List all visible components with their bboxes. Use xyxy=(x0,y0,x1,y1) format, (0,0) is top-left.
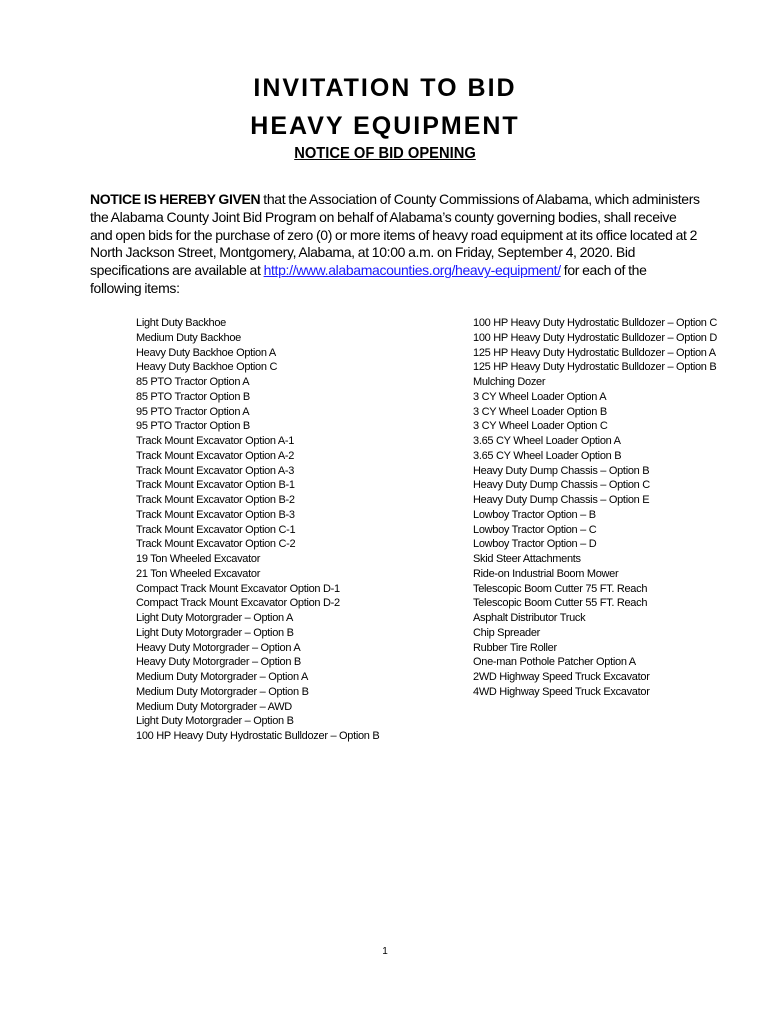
equipment-item: 21 Ton Wheeled Excavator xyxy=(136,567,261,580)
equipment-item: Track Mount Excavator Option A-2 xyxy=(136,449,295,462)
equipment-item: Ride-on Industrial Boom Mower xyxy=(473,567,619,580)
equipment-item: Heavy Duty Backhoe Option C xyxy=(136,361,278,374)
equipment-item: 95 PTO Tractor Option B xyxy=(136,420,250,433)
page-number: 1 xyxy=(382,946,388,957)
equipment-item: Lowboy Tractor Option – D xyxy=(473,538,597,551)
notice-body-end: for each of the following items: xyxy=(90,262,647,296)
notice-lead: NOTICE IS HEREBY GIVEN xyxy=(90,191,261,207)
equipment-item: Heavy Duty Dump Chassis – Option E xyxy=(473,494,650,506)
equipment-item: Track Mount Excavator Option C-2 xyxy=(136,538,296,551)
equipment-item: 3.65 CY Wheel Loader Option A xyxy=(473,435,621,447)
items-list-right xyxy=(473,316,717,700)
equipment-item: Track Mount Excavator Option A-3 xyxy=(136,464,295,477)
equipment-item: One-man Pothole Patcher Option A xyxy=(473,656,636,669)
equipment-item: 95 PTO Tractor Option A xyxy=(136,405,250,418)
equipment-item: 85 PTO Tractor Option A xyxy=(136,376,250,388)
equipment-item: Medium Duty Backhoe xyxy=(136,331,241,344)
equipment-item: Track Mount Excavator Option B-3 xyxy=(136,508,295,521)
equipment-item: Medium Duty Motorgrader – AWD xyxy=(136,700,292,713)
equipment-item: Heavy Duty Dump Chassis – Option C xyxy=(473,479,650,492)
equipment-item: 100 HP Heavy Duty Hydrostatic Bulldozer – Option D xyxy=(473,331,718,344)
equipment-item: Rubber Tire Roller xyxy=(473,641,557,654)
equipment-item: 100 HP Heavy Duty Hydrostatic Bulldozer – Option B xyxy=(136,730,380,742)
equipment-item: 2WD Highway Speed Truck Excavator xyxy=(473,671,650,683)
equipment-item: Lowboy Tractor Option – B xyxy=(473,508,596,521)
equipment-item: Telescopic Boom Cutter 75 FT. Reach xyxy=(473,582,648,595)
equipment-item: 85 PTO Tractor Option B xyxy=(136,390,250,403)
equipment-item: Light Duty Motorgrader – Option B xyxy=(136,715,294,728)
equipment-item: Heavy Duty Motorgrader – Option B xyxy=(136,656,301,669)
equipment-item: Heavy Duty Motorgrader – Option A xyxy=(136,641,301,654)
equipment-item: Mulching Dozer xyxy=(473,376,546,388)
equipment-item: Compact Track Mount Excavator Option D-2 xyxy=(136,597,340,610)
equipment-item: Asphalt Distributor Truck xyxy=(473,612,586,624)
document-subtitle: NOTICE OF BID OPENING xyxy=(294,145,476,162)
items-list-left xyxy=(136,316,379,744)
equipment-item: Heavy Duty Backhoe Option A xyxy=(136,346,276,359)
notice-paragraph xyxy=(90,191,700,298)
document-title-line2: HEAVY EQUIPMENT xyxy=(250,112,520,140)
equipment-item: 3 CY Wheel Loader Option B xyxy=(473,405,607,418)
specifications-link[interactable]: http://www.alabamacounties.org/heavy-equipment/ xyxy=(263,262,561,279)
equipment-item: 4WD Highway Speed Truck Excavator xyxy=(473,685,650,698)
equipment-item: Chip Spreader xyxy=(473,626,541,639)
equipment-item: 125 HP Heavy Duty Hydrostatic Bulldozer – Option B xyxy=(473,361,717,374)
equipment-item: Medium Duty Motorgrader – Option B xyxy=(136,685,309,698)
equipment-item: Lowboy Tractor Option – C xyxy=(473,523,597,536)
equipment-item: Light Duty Motorgrader – Option B xyxy=(136,626,294,639)
notice-body: that the Association of County Commissions of Alabama, which administers the Alabama County Joint Bid Program on behalf of Alabama’s county governing bodies, shall receive and open bids for the purchase of zero (0) or more items of heavy road equipment at its office located at 2 North Jackson Street, Montgomery, Alabama, at 10:00 a.m. on Friday, September 4, 2020. Bid specifications are available at xyxy=(90,191,700,279)
equipment-item: Heavy Duty Dump Chassis – Option B xyxy=(473,464,650,477)
equipment-item: 3 CY Wheel Loader Option A xyxy=(473,390,607,403)
document-title-line1: INVITATION TO BID xyxy=(253,74,517,102)
equipment-item: Telescopic Boom Cutter 55 FT. Reach xyxy=(473,597,648,610)
equipment-item: Light Duty Backhoe xyxy=(136,317,226,329)
equipment-item: Skid Steer Attachments xyxy=(473,553,581,565)
equipment-item: Track Mount Excavator Option B-1 xyxy=(136,479,295,492)
equipment-item: 125 HP Heavy Duty Hydrostatic Bulldozer – Option A xyxy=(473,346,716,359)
equipment-item: Track Mount Excavator Option B-2 xyxy=(136,494,295,506)
equipment-item: Track Mount Excavator Option C-1 xyxy=(136,523,296,536)
equipment-item: Medium Duty Motorgrader – Option A xyxy=(136,671,308,683)
equipment-item: Compact Track Mount Excavator Option D-1 xyxy=(136,582,340,595)
equipment-item: 3.65 CY Wheel Loader Option B xyxy=(473,449,622,462)
equipment-item: Light Duty Motorgrader – Option A xyxy=(136,612,294,624)
equipment-item: 100 HP Heavy Duty Hydrostatic Bulldozer – Option C xyxy=(473,317,718,329)
equipment-item: Track Mount Excavator Option A-1 xyxy=(136,435,295,447)
equipment-item: 3 CY Wheel Loader Option C xyxy=(473,420,608,433)
equipment-item: 19 Ton Wheeled Excavator xyxy=(136,553,261,565)
